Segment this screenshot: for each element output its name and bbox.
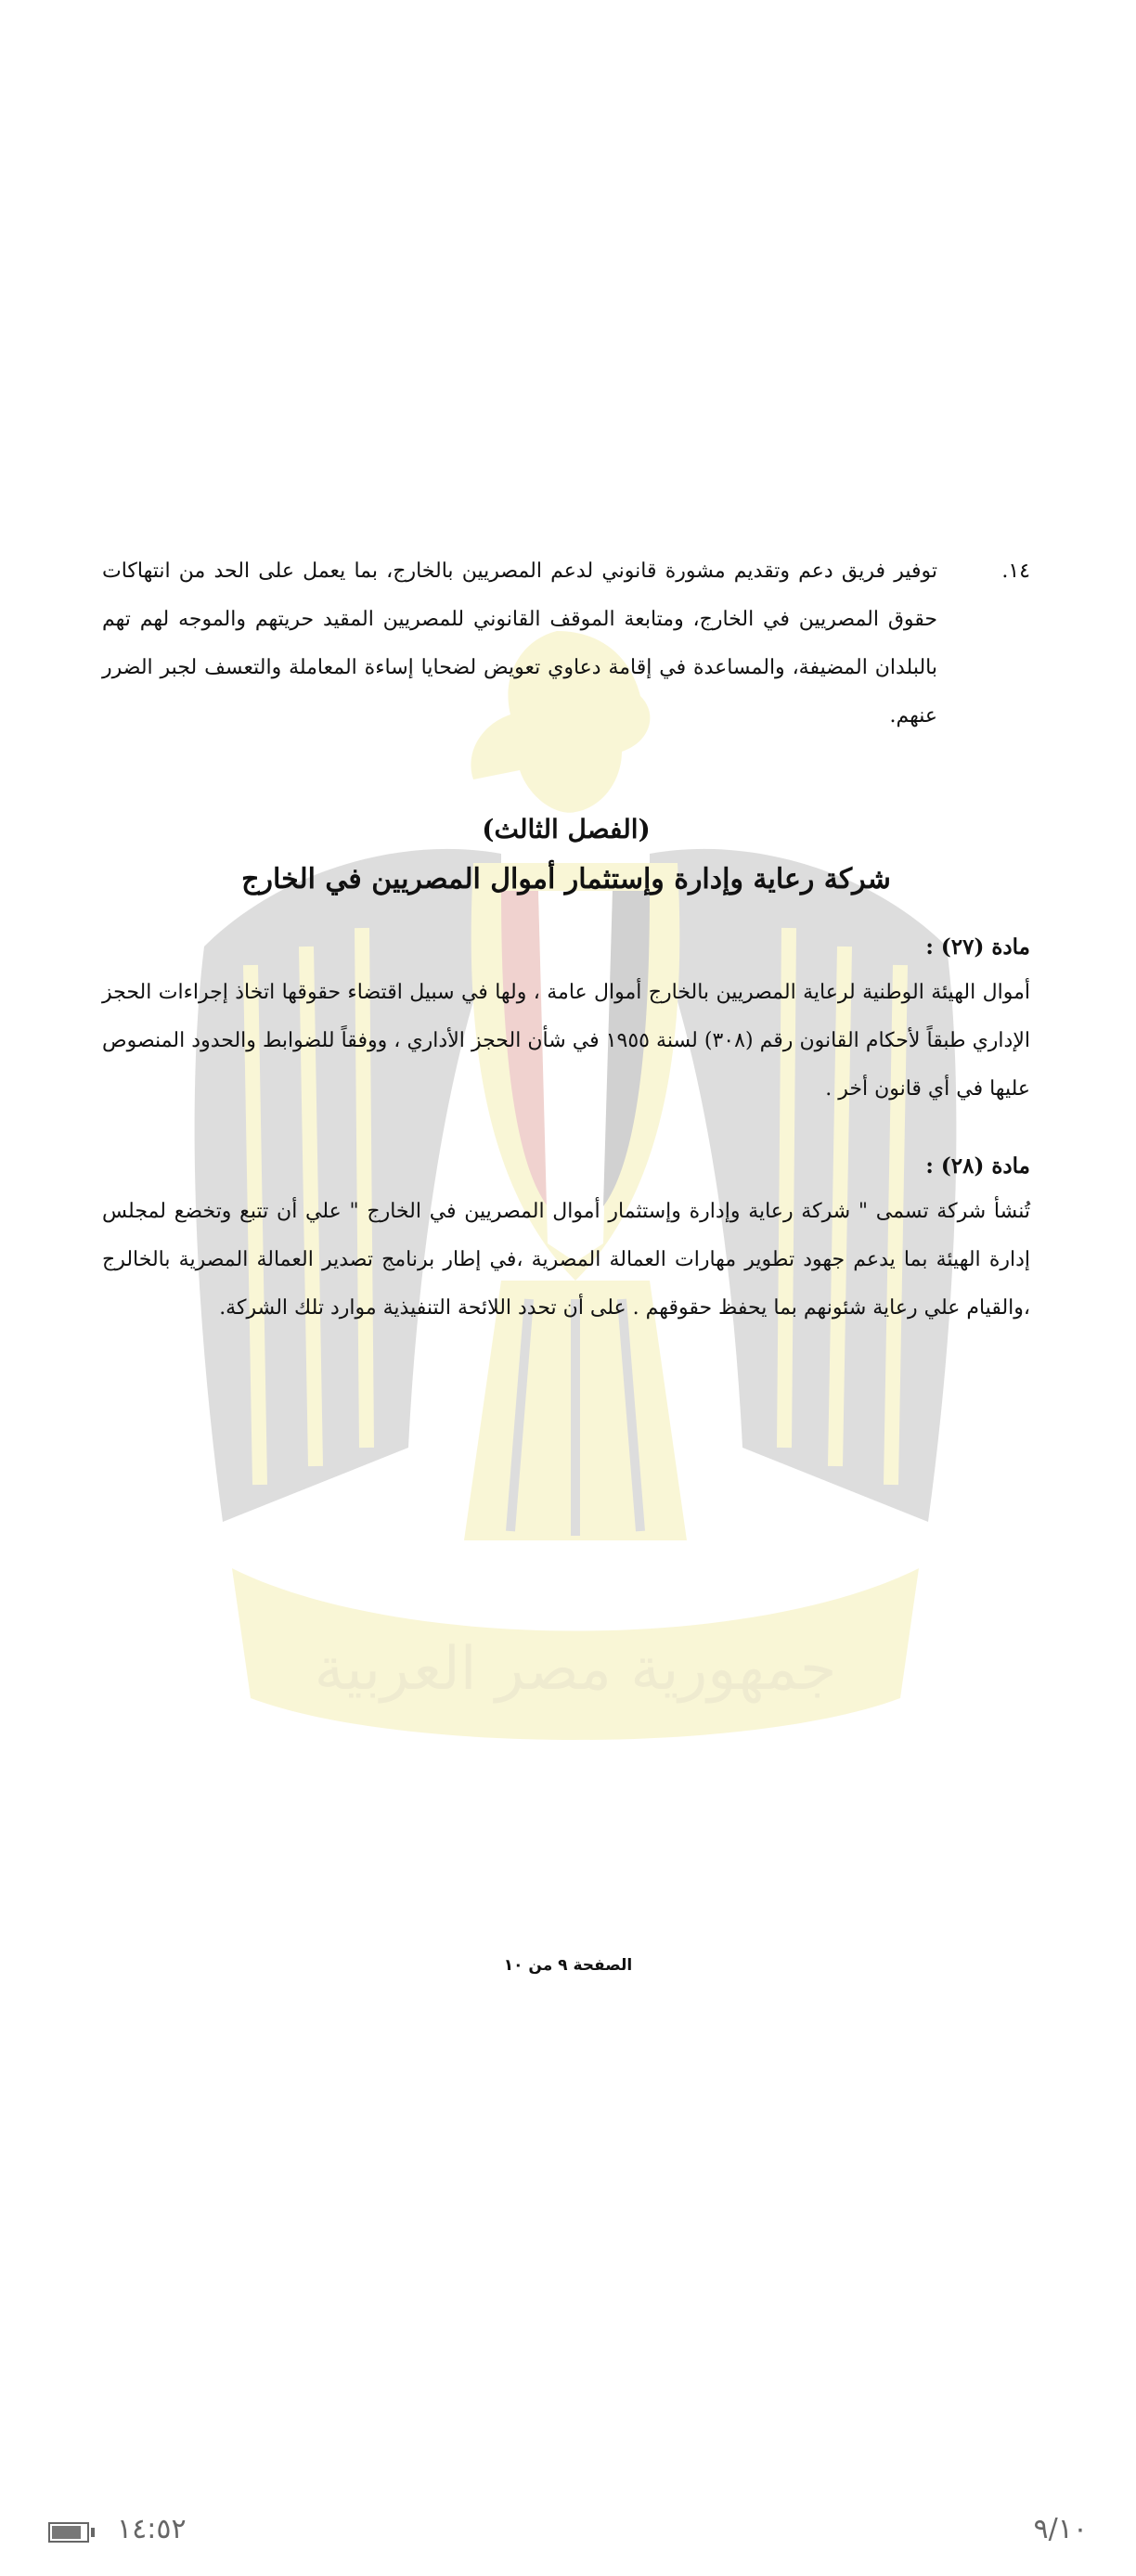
battery-icon	[48, 2522, 89, 2543]
chapter-title: (الفصل الثالث)	[482, 814, 651, 844]
emblem-banner-text: جمهورية مصر العربية	[314, 1635, 837, 1704]
clock: ١٤:٥٢	[117, 2513, 187, 2545]
page-footer-number: الصفحة ٩ من ١٠	[503, 1956, 633, 1975]
list-item-text: توفير فريق دعم وتقديم مشورة قانوني لدعم المصريين بالخارج، بما يعمل على الحد من انتهاكات حقوق المصريين في الخارج، ومتابعة الموقف القانوني للمصريين المقيد حريتهم والموجه لهم تهم بالبلدان المضيفة، والمساعدة في إقامة دعاوي تعويض لضحايا إساءة المعاملة والتعسف لجبر الضرر عنهم.	[102, 560, 937, 728]
article-27-body: أموال الهيئة الوطنية لرعاية المصريين بالخارج أموال عامة ، ولها في سبيل اقتضاء حقوقها اتخاذ إجراءات الحجز الإداري طبقاً لأحكام القانون رقم (٣٠٨) لسنة ١٩٥٥ في شأن الحجز الأداري ، ووفقاً للضوابط والحدود المنصوص عليها في أي قانون أخر .	[102, 981, 1031, 1101]
battery-level-fill	[52, 2526, 81, 2539]
article-28-body: تُنشأ شركة تسمى " شركة رعاية وإدارة وإستثمار أموال المصريين في الخارج " علي أن تتبع وتخضع لمجلس إدارة الهيئة بما يدعم جهود تطوير مهارات العمالة المصرية ،في إطار برنامج تصدير العمالة المصرية بالخالرج ،والقيام علي رعاية شئونهم بما يحفظ حقوقهم . على أن تحدد اللائحة التنفيذية موارد تلك الشركة.	[102, 1200, 1030, 1320]
article-28-heading: مادة (٢٨) :	[925, 1153, 1030, 1179]
reader-status-bar	[0, 2505, 1136, 2557]
page-indicator[interactable]: ٩/١٠	[1033, 2513, 1088, 2545]
list-item-14	[102, 547, 1030, 741]
document-page	[102, 547, 1030, 1333]
chapter-subtitle: شركة رعاية وإدارة وإستثمار أموال المصريين في الخارج	[241, 863, 891, 895]
battery-tip	[91, 2528, 95, 2537]
article-27-heading: مادة (٢٧) :	[925, 934, 1030, 960]
list-item-number: ١٤.	[1001, 560, 1030, 583]
